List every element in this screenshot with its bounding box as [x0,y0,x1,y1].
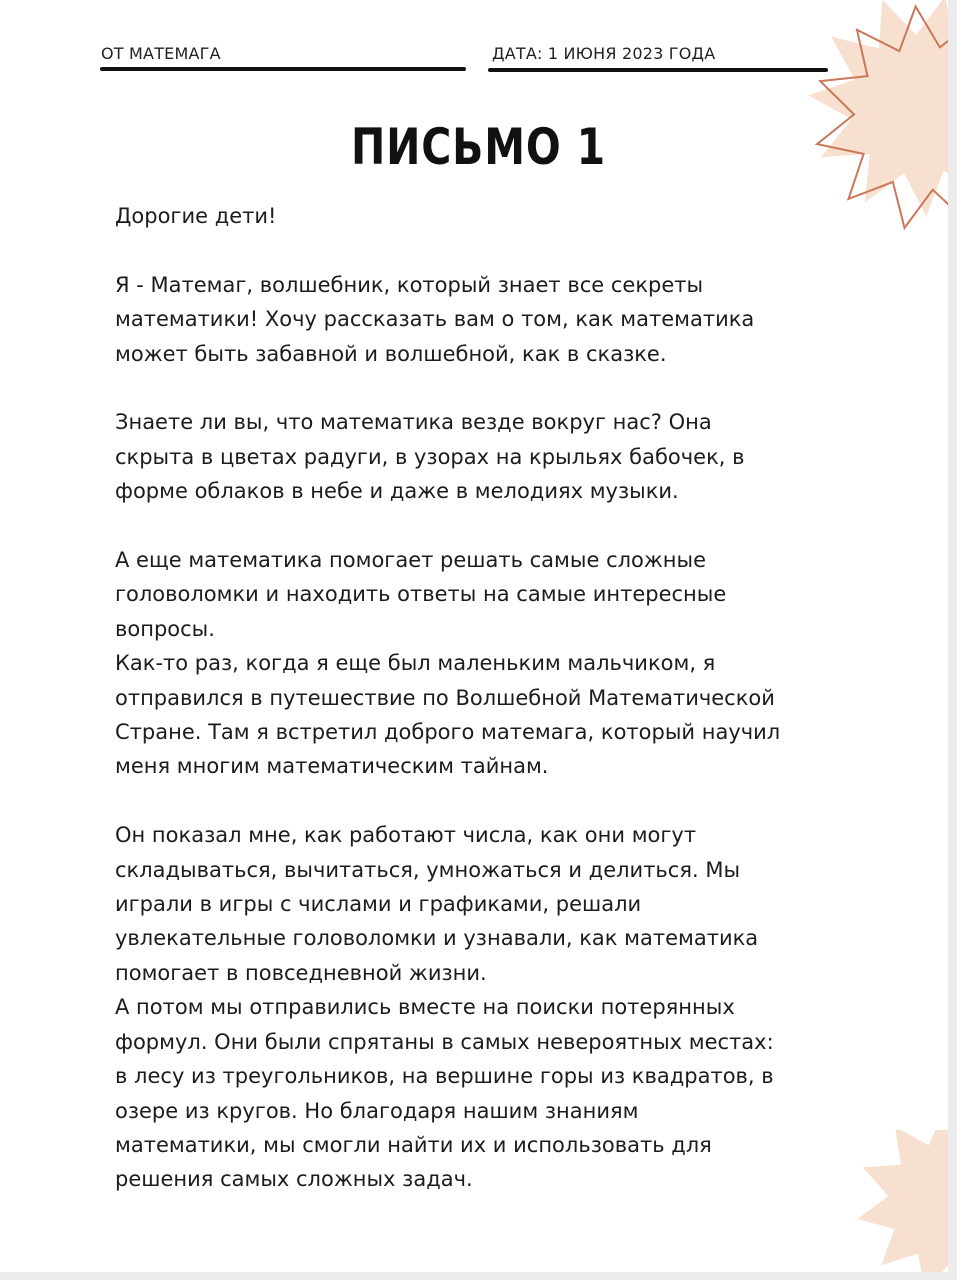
letter-line: Я - Матемаг, волшебник, который знает все секреты [115,272,704,297]
letter-line: играли в игры с числами и графиками, решали [115,892,642,917]
letter-line: Знаете ли вы, что математика везде вокруг нас? Она [115,410,712,435]
letter-line: в лесу из треугольников, на вершине горы из квадратов, в [115,1064,774,1089]
letter-title: ПИСЬМО 1 [351,118,606,176]
letter-line: головоломки и находить ответы на самые интересные [115,582,727,607]
header-from: ОТ МАТЕМАГА [101,44,221,63]
letter-line: Стране. Там я встретил доброго матемага, который научил [115,720,781,745]
header-date-underline [488,68,828,72]
page-edge-right [948,0,957,1280]
letter-line: озере из кругов. Но благодаря нашим знаниям [115,1098,639,1123]
letter-line: вопросы. [115,616,215,641]
letter-line: формул. Они были спрятаны в самых невероятных местах: [115,1029,774,1054]
letter-line: складываться, вычитаться, умножаться и делиться. Мы [115,857,741,882]
letter-line: форме облаков в небе и даже в мелодиях музыки. [115,479,679,504]
letter-line: А потом мы отправились вместе на поиски потерянных [115,995,735,1020]
letter-line: скрыта в цветах радуги, в узорах на крыльях бабочек, в [115,444,745,469]
letter-greeting: Дорогие дети! [115,204,277,228]
letter-line: Он показал мне, как работают числа, как они могут [115,823,697,848]
letter-body [115,199,895,1197]
header-from-underline [100,67,466,71]
letter-line: решения самых сложных задач. [115,1167,473,1192]
letter-line: математики! Хочу рассказать вам о том, как математика [115,307,755,332]
letter-line: математики, мы смогли найти их и использовать для [115,1132,712,1157]
letter-line: может быть забавной и волшебной, как в сказке. [115,341,667,366]
letter-line: меня многим математическим тайнам. [115,754,549,779]
letter-line: отправился в путешествие по Волшебной Математической [115,685,775,710]
header-date: ДАТА: 1 ИЮНЯ 2023 ГОДА [492,44,716,63]
page-edge-bottom [0,1272,957,1280]
letter-line: А еще математика помогает решать самые сложные [115,548,707,573]
letter-line: помогает в повседневной жизни. [115,960,487,985]
letter-line: Как-то раз, когда я еще был маленьким мальчиком, я [115,651,716,676]
letter-line: увлекательные головоломки и узнавали, как математика [115,926,759,951]
